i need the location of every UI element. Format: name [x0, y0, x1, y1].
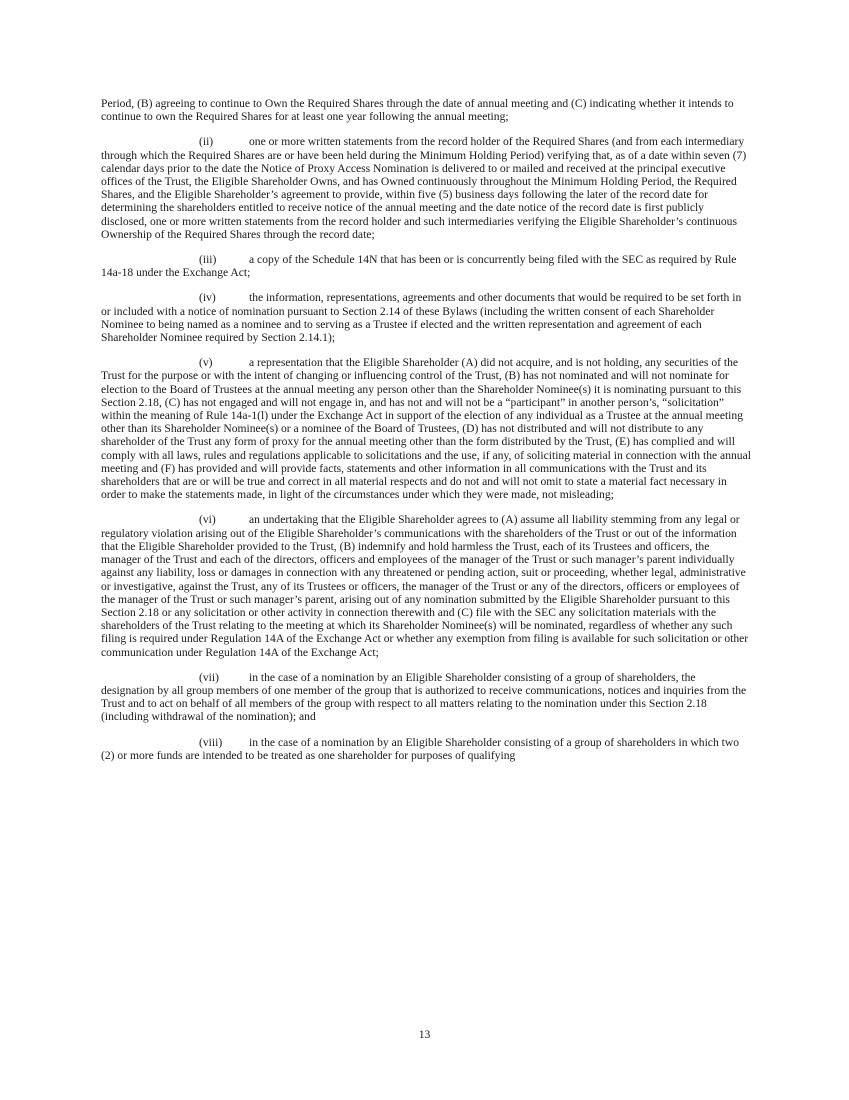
paragraph-number: (iv) — [199, 291, 216, 305]
paragraph-number: (vii) — [199, 670, 219, 684]
paragraph-iii — [101, 253, 751, 279]
paragraph-text: a representation that the Eligible Shareholder (A) did not acquire, and is not holding, any securities of the Trust for the purpose or with the intent of changing or influencing control of the Trust, (B) has not nominated and will not nominate for election to the Board of Trustees at the annual meeting any person other than the Shareholder Nominee(s) it is nominating pursuant to this Section 2.18, (C) has not engaged and will not engage in, and has not and will not be a “participant” in another person’s, “solicitation” within the meaning of Rule 14a-1(l) under the Exchange Act in support of the election of any individual as a Trustee at the annual meeting other than its Shareholder Nominee(s) or a nominee of the Board of Trustees, (D) has not distributed and will not distribute to any shareholder of the Trust any form of proxy for the annual meeting other than the form distributed by the Trust, (E) has complied and will comply with all laws, rules and regulations applicable to solicitations and the use, if any, of soliciting material in connection with the annual meeting and (F) has provided and will provide facts, statements and other information in all communications with the Trust and its shareholders that are or will be true and correct in all material respects and do not and will not omit to state a material fact necessary in order to make the statements made, in light of the circumstances under which they were made, not misleading; — [101, 356, 751, 502]
paragraph-iv — [101, 291, 751, 344]
paragraph-number: (ii) — [199, 135, 214, 149]
paragraph-text: the information, representations, agreements and other documents that would be required to be set forth in or included with a notice of nomination pursuant to Section 2.14 of these Bylaws (including the written consent of each Shareholder Nominee to being named as a nominee and to serving as a Trustee if elected and the written representation and agreement of each Shareholder Nominee required by Section 2.14.1); — [101, 291, 742, 345]
paragraph-v — [101, 356, 751, 501]
paragraph-number: (iii) — [199, 253, 217, 267]
paragraph-text: in the case of a nomination by an Eligible Shareholder consisting of a group of shareholders in which two (2) or more funds are intended to be treated as one shareholder for purposes of qualifying — [101, 735, 740, 762]
paragraph-vii — [101, 671, 751, 724]
paragraph-number: (viii) — [199, 735, 223, 749]
paragraph-viii — [101, 736, 751, 762]
paragraph-number: (vi) — [199, 513, 216, 527]
paragraph-text: one or more written statements from the record holder of the Required Shares (and from each intermediary through which the Required Shares are or have been held during the Minimum Holding Period) verifying that, as of a date within seven (7) calendar days prior to the date the Notice of Proxy Access Nomination is delivered to or mailed and received at the principal executive offices of the Trust, the Eligible Shareholder Owns, and has Owned continuously throughout the Minimum Holding Period, the Required Shares, and the Eligible Shareholder’s agreement to provide, within five (5) business days following the later of the record date for determining the shareholders entitled to receive notice of the annual meeting and the date notice of the record date is first publicly disclosed, one or more written statements from the record holder and such intermediaries verifying the Eligible Shareholder’s continuous Ownership of the Required Shares through the record date; — [101, 135, 747, 241]
paragraph-vi — [101, 513, 751, 658]
paragraph-text: an undertaking that the Eligible Shareholder agrees to (A) assume all liability stemming from any legal or regulatory violation arising out of the Eligible Shareholder’s communications with the shareholders of the Trust or out of the information that the Eligible Shareholder provided to the Trust, (B) indemnify and hold harmless the Trust, each of its Trustees and officers, the manager of the Trust and each of the directors, officers and employees of the manager of the Trust or such manager’s parent individually against any liability, loss or damages in connection with any threatened or pending action, suit or proceeding, whether legal, administrative or investigative, against the Trust, any of its Trustees or officers, the manager of the Trust or any of the directors, officers or employees of the manager of the Trust or such manager’s parent, arising out of any nomination submitted by the Eligible Shareholder pursuant to this Section 2.18 or any solicitation or other activity in connection therewith and (C) file with the SEC any solicitation materials with the shareholders of the Trust relating to the meeting at which its Shareholder Nominee(s) will be nominated, regardless of whether any such filing is required under Regulation 14A of the Exchange Act or whether any exemption from filing is available for such solicitation or other communication under Regulation 14A of the Exchange Act; — [101, 513, 749, 659]
paragraph-number: (v) — [199, 356, 213, 370]
paragraph-text: in the case of a nomination by an Eligible Shareholder consisting of a group of shareholders, the designation by all group members of one member of the group that is authorized to receive communications, notices and inquiries from the Trust and to act on behalf of all members of the group with respect to all matters relating to the nomination under this Section 2.18 (including withdrawal of the nomination); and — [101, 670, 747, 724]
paragraph-ii — [101, 135, 751, 241]
paragraph-continuation — [101, 97, 751, 123]
page-number: 13 — [418, 1028, 431, 1041]
document-body — [101, 97, 751, 774]
paragraph-text: a copy of the Schedule 14N that has been or is concurrently being filed with the SEC as required by Rule 14a-18 under the Exchange Act; — [101, 253, 737, 280]
paragraph-text: Period, (B) agreeing to continue to Own the Required Shares through the date of annual meeting and (C) indicating whether it intends to continue to own the Required Shares for at least one year following the annual meeting; — [101, 97, 734, 124]
